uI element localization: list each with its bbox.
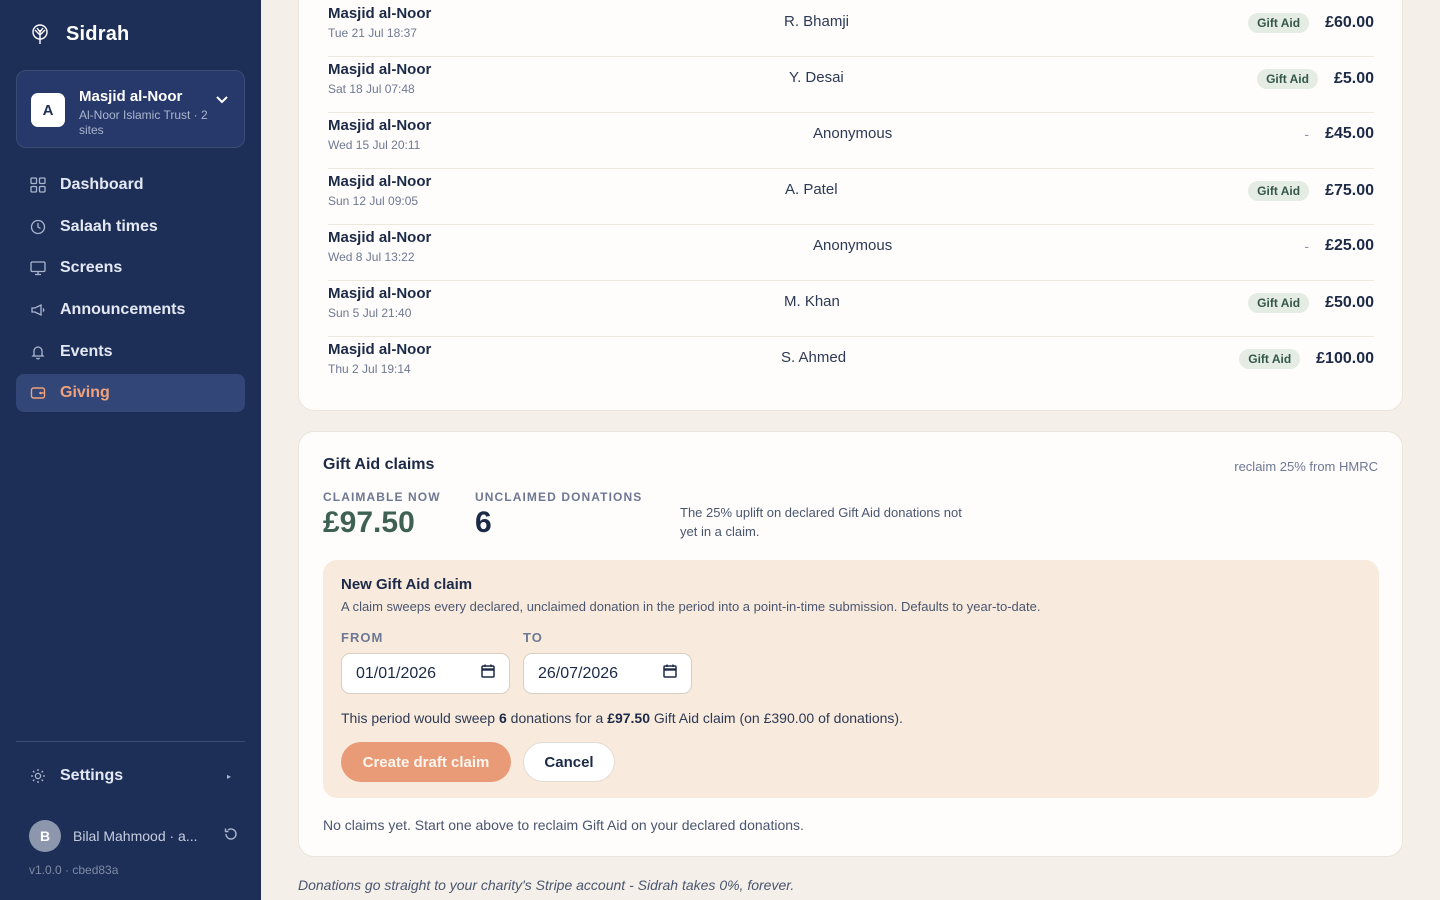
row-date: Sun 12 Jul 09:05 <box>328 194 419 208</box>
new-claim-panel <box>323 560 1379 798</box>
sidebar-item-label: Screens <box>60 259 123 277</box>
table-row[interactable] <box>328 281 1374 337</box>
sidebar-item-announcements[interactable] <box>16 291 245 329</box>
gift-aid-badge: Gift Aid <box>1248 293 1309 313</box>
row-donor: Anonymous <box>813 237 893 254</box>
gear-icon <box>30 768 46 784</box>
caret-right-icon: ▸ <box>226 771 231 781</box>
no-gift-aid-dash: - <box>1304 126 1310 142</box>
new-claim-description: A claim sweeps every declared, unclaimed donation in the period into a point-in-time submission. Defaults to year-to-date. <box>341 599 1041 614</box>
donations-card <box>298 0 1403 411</box>
row-site: Masjid al-Noor <box>328 285 432 302</box>
bell-icon <box>30 344 46 360</box>
org-switcher[interactable] <box>16 70 245 148</box>
stat-description: The 25% uplift on declared Gift Aid donations not yet in a claim. <box>680 505 962 539</box>
sidebar-item-giving[interactable] <box>16 374 245 412</box>
from-date-input[interactable] <box>341 653 510 694</box>
empty-claims-text: No claims yet. Start one above to reclaim Gift Aid on your declared donations. <box>323 817 804 833</box>
claimable-label: CLAIMABLE NOW <box>323 490 441 504</box>
org-subtitle: Al-Noor Islamic Trust · 2 sites <box>79 108 208 137</box>
avatar: B <box>29 820 61 852</box>
refresh-icon[interactable] <box>223 826 239 847</box>
row-donor: Anonymous <box>813 125 893 142</box>
row-donor: S. Ahmed <box>781 349 847 366</box>
sidebar <box>0 0 261 900</box>
sidebar-item-label: Salaah times <box>60 217 158 235</box>
footer-note: Donations go straight to your charity's Stripe account - Sidrah takes 0%, forever. <box>298 877 795 893</box>
wallet-icon <box>30 385 46 401</box>
user-name: Bilal Mahmood · a... <box>73 828 198 844</box>
calendar-icon[interactable] <box>663 664 677 683</box>
sidebar-item-label: Events <box>60 342 113 360</box>
table-row[interactable] <box>328 113 1374 169</box>
gift-aid-claims-card <box>298 431 1403 857</box>
row-site: Masjid al-Noor <box>328 173 432 190</box>
sidebar-nav <box>16 166 245 416</box>
cancel-button[interactable]: Cancel <box>523 742 615 782</box>
from-label: FROM <box>341 630 384 645</box>
to-date-input[interactable] <box>523 653 692 694</box>
row-amount: £5.00 <box>1333 70 1374 87</box>
sidebar-item-screens[interactable] <box>16 249 245 287</box>
row-date: Wed 15 Jul 20:11 <box>328 138 421 152</box>
row-site: Masjid al-Noor <box>328 61 432 78</box>
user-profile[interactable] <box>29 820 239 852</box>
claim-summary: This period would sweep 6 donations for a £97.50 Gift Aid claim (on £390.00 of donations). <box>341 710 903 726</box>
to-label: TO <box>523 630 543 645</box>
gift-aid-badge: Gift Aid <box>1239 349 1300 369</box>
row-donor: R. Bhamji <box>784 13 850 30</box>
from-date-value: 01/01/2026 <box>356 664 437 682</box>
row-date: Tue 21 Jul 18:37 <box>328 26 417 40</box>
grid-icon <box>30 177 46 193</box>
calendar-icon[interactable] <box>481 664 495 683</box>
clock-icon <box>30 219 46 235</box>
row-date: Thu 2 Jul 19:14 <box>328 362 411 376</box>
gift-aid-badge: Gift Aid <box>1248 13 1309 33</box>
table-row[interactable] <box>328 57 1374 113</box>
sidebar-item-settings[interactable] <box>16 758 245 794</box>
row-amount: £60.00 <box>1325 14 1374 31</box>
claimable-value: £97.50 <box>323 506 415 539</box>
sidebar-item-label: Dashboard <box>60 176 144 193</box>
table-row[interactable] <box>328 337 1374 393</box>
sidebar-item-label: Announcements <box>60 301 186 319</box>
brand-name: Sidrah <box>66 22 130 45</box>
row-donor: Y. Desai <box>789 69 844 86</box>
no-gift-aid-dash: - <box>1304 238 1310 254</box>
megaphone-icon <box>30 302 46 318</box>
row-amount: £45.00 <box>1325 125 1374 142</box>
settings-label: Settings <box>60 767 124 784</box>
row-amount: £50.00 <box>1325 294 1374 311</box>
unclaimed-label: UNCLAIMED DONATIONS <box>475 490 643 504</box>
org-avatar: A <box>31 93 65 127</box>
unclaimed-value: 6 <box>475 506 492 539</box>
sidebar-item-events[interactable] <box>16 333 245 371</box>
claims-title: Gift Aid claims <box>323 456 435 473</box>
app-version: v1.0.0 · cbed83a <box>29 863 119 877</box>
create-draft-claim-button[interactable]: Create draft claim <box>341 742 511 782</box>
table-row[interactable] <box>328 169 1374 225</box>
row-date: Sun 5 Jul 21:40 <box>328 306 412 320</box>
sidebar-item-label: Giving <box>60 384 110 402</box>
table-row[interactable] <box>328 1 1374 57</box>
row-site: Masjid al-Noor <box>328 117 432 134</box>
row-site: Masjid al-Noor <box>328 341 432 358</box>
new-claim-title: New Gift Aid claim <box>341 576 473 593</box>
row-donor: A. Patel <box>785 181 838 198</box>
claims-hint: reclaim 25% from HMRC <box>1234 459 1378 474</box>
sidebar-item-salaah-times[interactable] <box>16 208 245 246</box>
gift-aid-badge: Gift Aid <box>1257 69 1318 89</box>
monitor-icon <box>30 260 46 276</box>
table-row[interactable] <box>328 225 1374 281</box>
gift-aid-badge: Gift Aid <box>1248 181 1309 201</box>
sidebar-divider <box>16 741 245 742</box>
row-date: Sat 18 Jul 07:48 <box>328 82 415 96</box>
chevron-down-icon <box>216 91 228 109</box>
to-date-value: 26/07/2026 <box>538 664 619 682</box>
row-amount: £75.00 <box>1325 182 1374 199</box>
sidebar-item-dashboard[interactable] <box>16 166 245 204</box>
row-site: Masjid al-Noor <box>328 229 432 246</box>
row-donor: M. Khan <box>784 293 840 310</box>
org-name: Masjid al-Noor <box>79 88 183 105</box>
row-amount: £100.00 <box>1316 350 1374 367</box>
row-amount: £25.00 <box>1325 237 1374 254</box>
row-site: Masjid al-Noor <box>328 5 432 22</box>
tree-logo-icon <box>28 22 52 46</box>
brand[interactable] <box>28 22 129 46</box>
row-date: Wed 8 Jul 13:22 <box>328 250 415 264</box>
